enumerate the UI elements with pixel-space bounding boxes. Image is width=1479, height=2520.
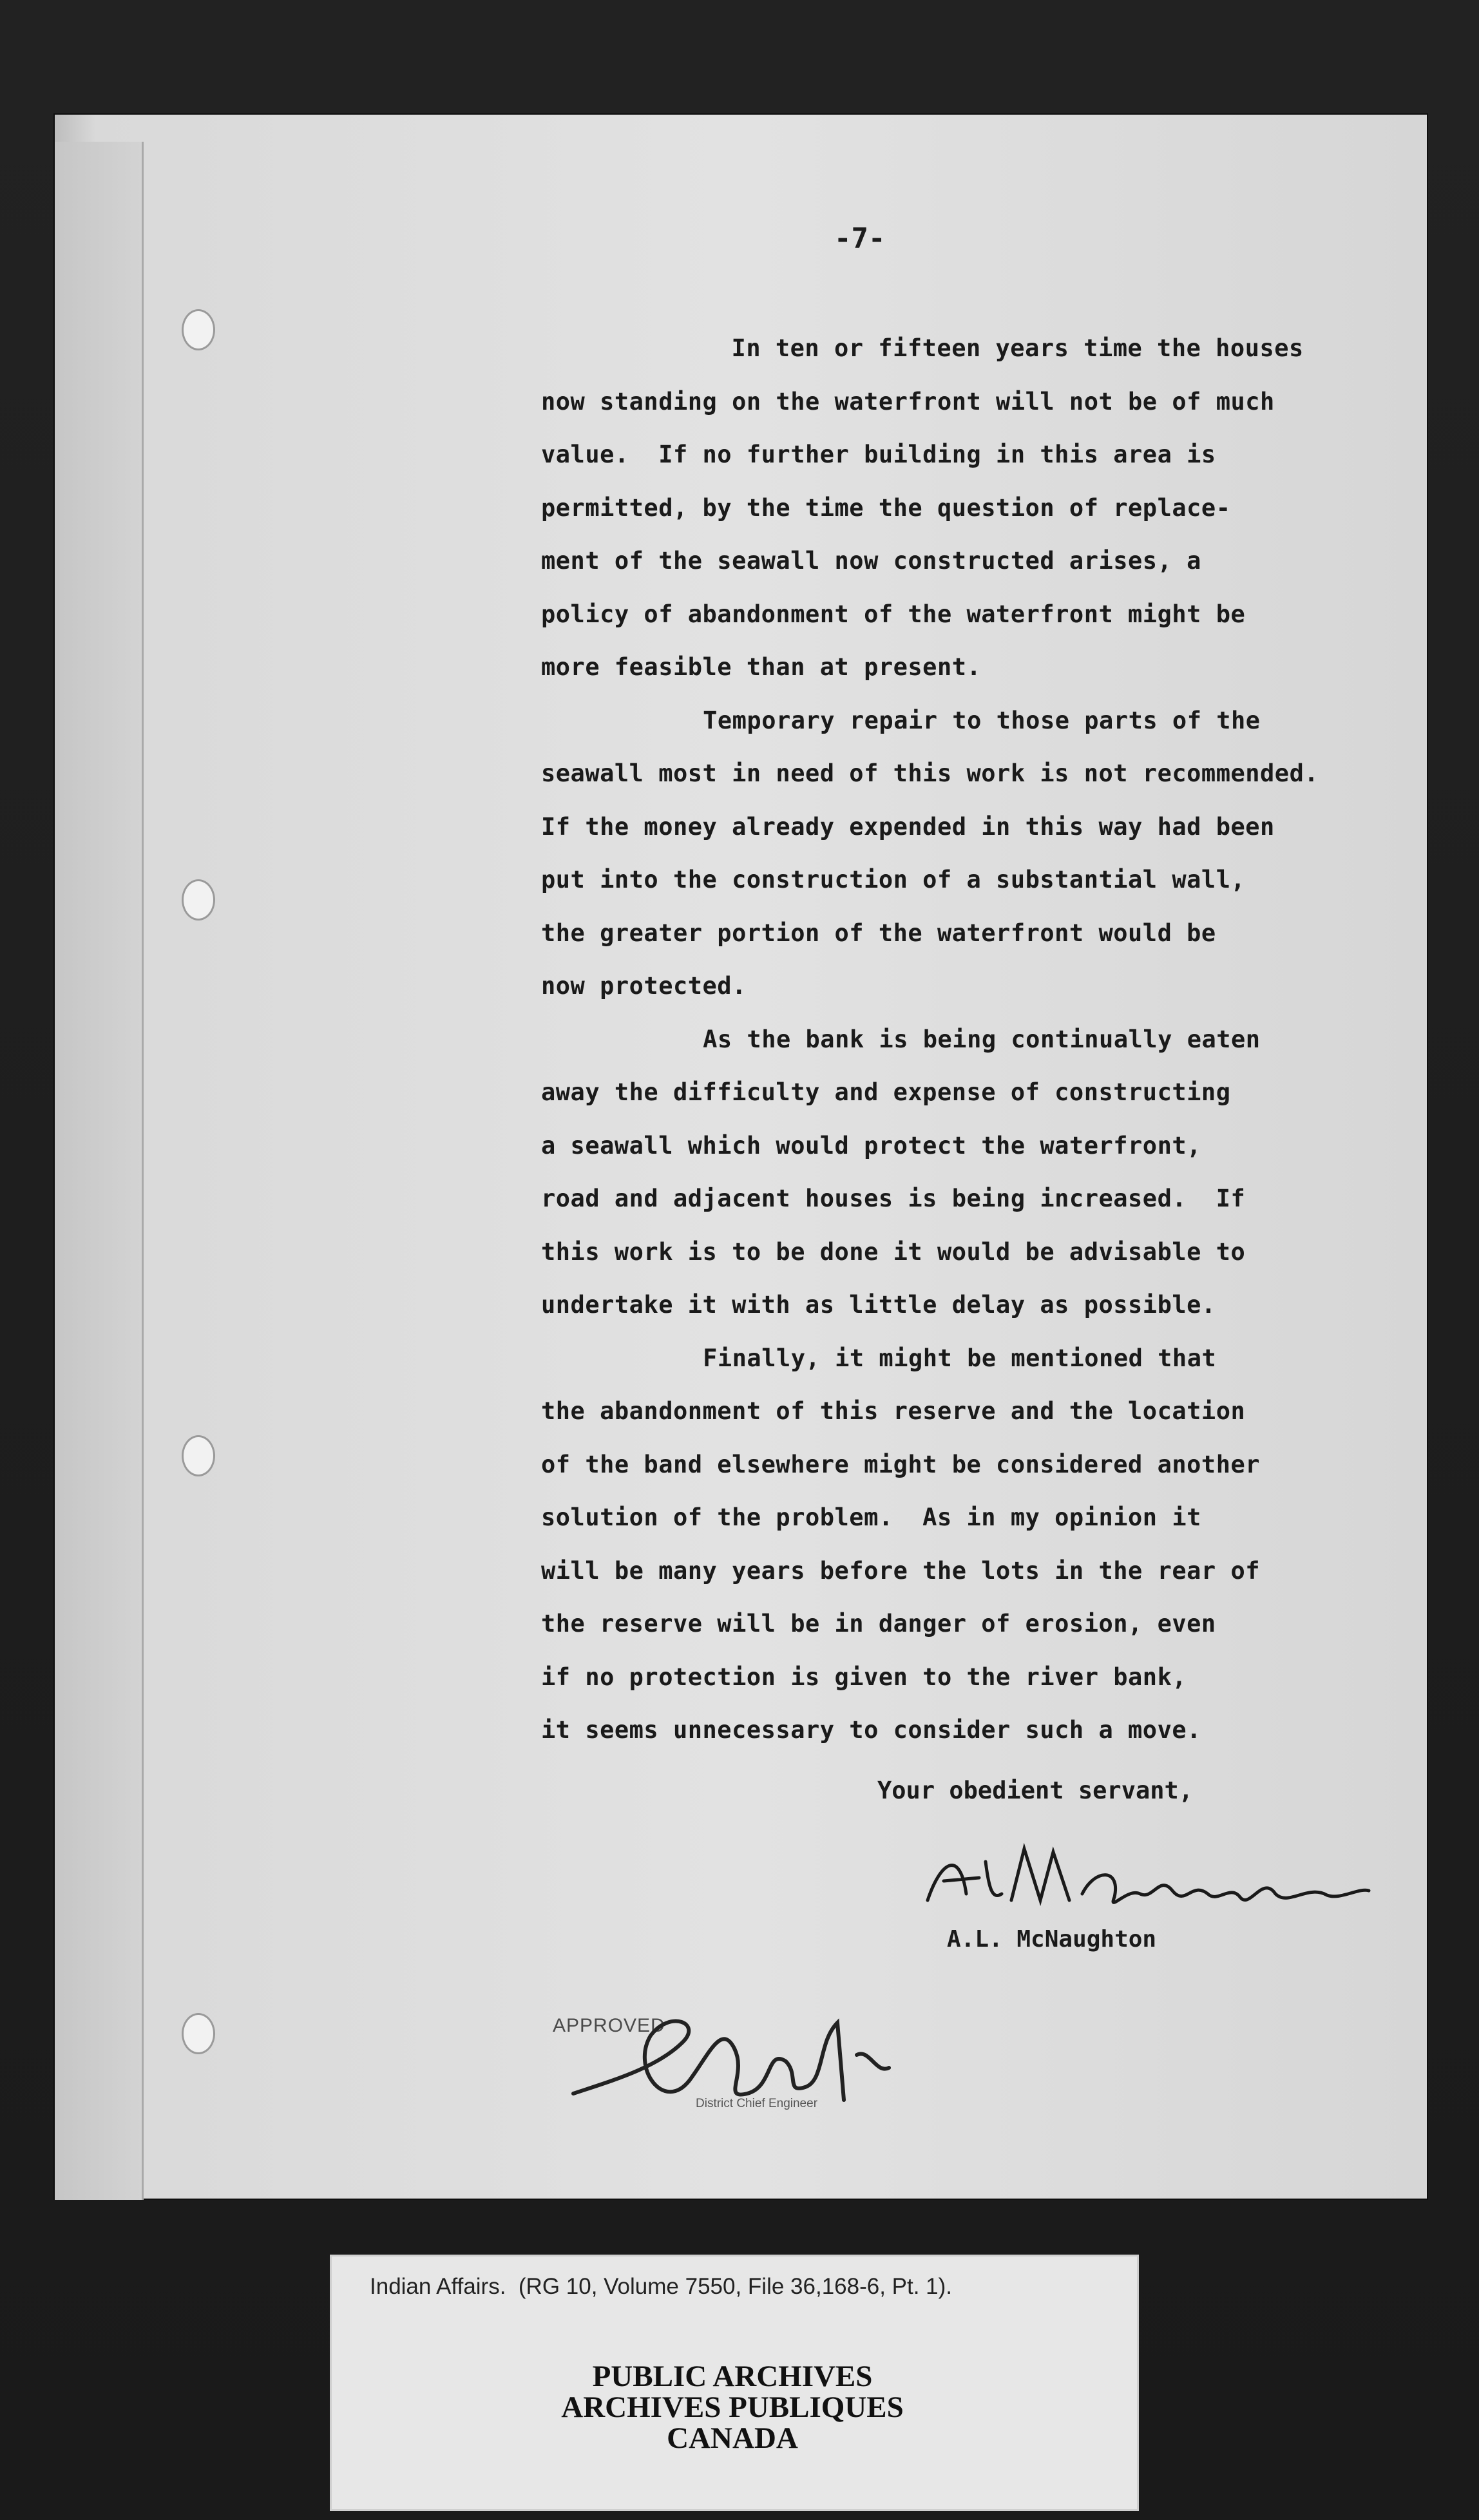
body-line: this work is to be done it would be advisable to [541, 1237, 1246, 1266]
body-line: Finally, it might be mentioned that [644, 1344, 1217, 1372]
punch-hole [182, 2013, 215, 2054]
approved-stamp-label: APPROVED [553, 2015, 665, 2036]
archive-citation: Indian Affairs. (RG 10, Volume 7550, File 36,168-6, Pt. 1). [370, 2274, 953, 2299]
approval-signature [554, 1984, 915, 2139]
body-line: Temporary repair to those parts of the [644, 706, 1261, 734]
body-line: policy of abandonment of the waterfront might be [541, 600, 1246, 628]
body-line: If the money already expended in this way had been [541, 812, 1275, 841]
punch-hole [182, 1435, 215, 1476]
page-number: -7- [834, 222, 886, 255]
approver-title: District Chief Engineer [696, 2097, 818, 2110]
archives-stamp [330, 2361, 1135, 2454]
body-line: a seawall which would protect the waterfront, [541, 1131, 1201, 1160]
stamp-line: PUBLIC ARCHIVES [592, 2360, 873, 2393]
handwritten-signature [915, 1823, 1379, 1933]
body-line: of the band elsewhere might be considered another [541, 1450, 1261, 1478]
body-line: solution of the problem. As in my opinion it [541, 1503, 1201, 1531]
body-line: ment of the seawall now constructed arises, a [541, 547, 1201, 575]
body-line: the reserve will be in danger of erosion, even [541, 1610, 1216, 1637]
body-line: the abandonment of this reserve and the location [541, 1397, 1246, 1425]
body-line: now protected. [541, 972, 747, 1000]
body-line: road and adjacent houses is being increased. If [541, 1185, 1246, 1212]
body-line: more feasible than at present. [541, 653, 982, 681]
body-line: the greater portion of the waterfront would be [541, 919, 1216, 947]
letter-body [541, 322, 1417, 1757]
stamp-line: ARCHIVES PUBLIQUES [561, 2391, 904, 2424]
body-line: away the difficulty and expense of constructing [541, 1078, 1231, 1106]
stamp-line: CANADA [667, 2421, 798, 2455]
body-line: value. If no further building in this area is [541, 441, 1216, 468]
punch-hole [182, 309, 215, 350]
body-line: As the bank is being continually eaten [644, 1025, 1261, 1053]
body-line: now standing on the waterfront will not be of much [541, 387, 1275, 415]
closing-salutation: Your obedient servant, [877, 1777, 1194, 1804]
body-line: if no protection is given to the river bank, [541, 1663, 1187, 1691]
body-line: seawall most in need of this work is not recommended. [541, 759, 1319, 787]
body-line: undertake it with as little delay as possible. [541, 1291, 1216, 1319]
body-line: In ten or fifteen years time the houses [702, 334, 1304, 362]
body-line: it seems unnecessary to consider such a move. [541, 1716, 1201, 1744]
page-margin-strip [55, 142, 144, 2200]
body-line: will be many years before the lots in the rear of [541, 1556, 1261, 1585]
signer-name: A.L. McNaughton [947, 1926, 1157, 1952]
body-line: permitted, by the time the question of replace- [541, 493, 1231, 522]
punch-hole [182, 879, 215, 921]
body-line: put into the construction of a substantial wall, [541, 866, 1246, 893]
